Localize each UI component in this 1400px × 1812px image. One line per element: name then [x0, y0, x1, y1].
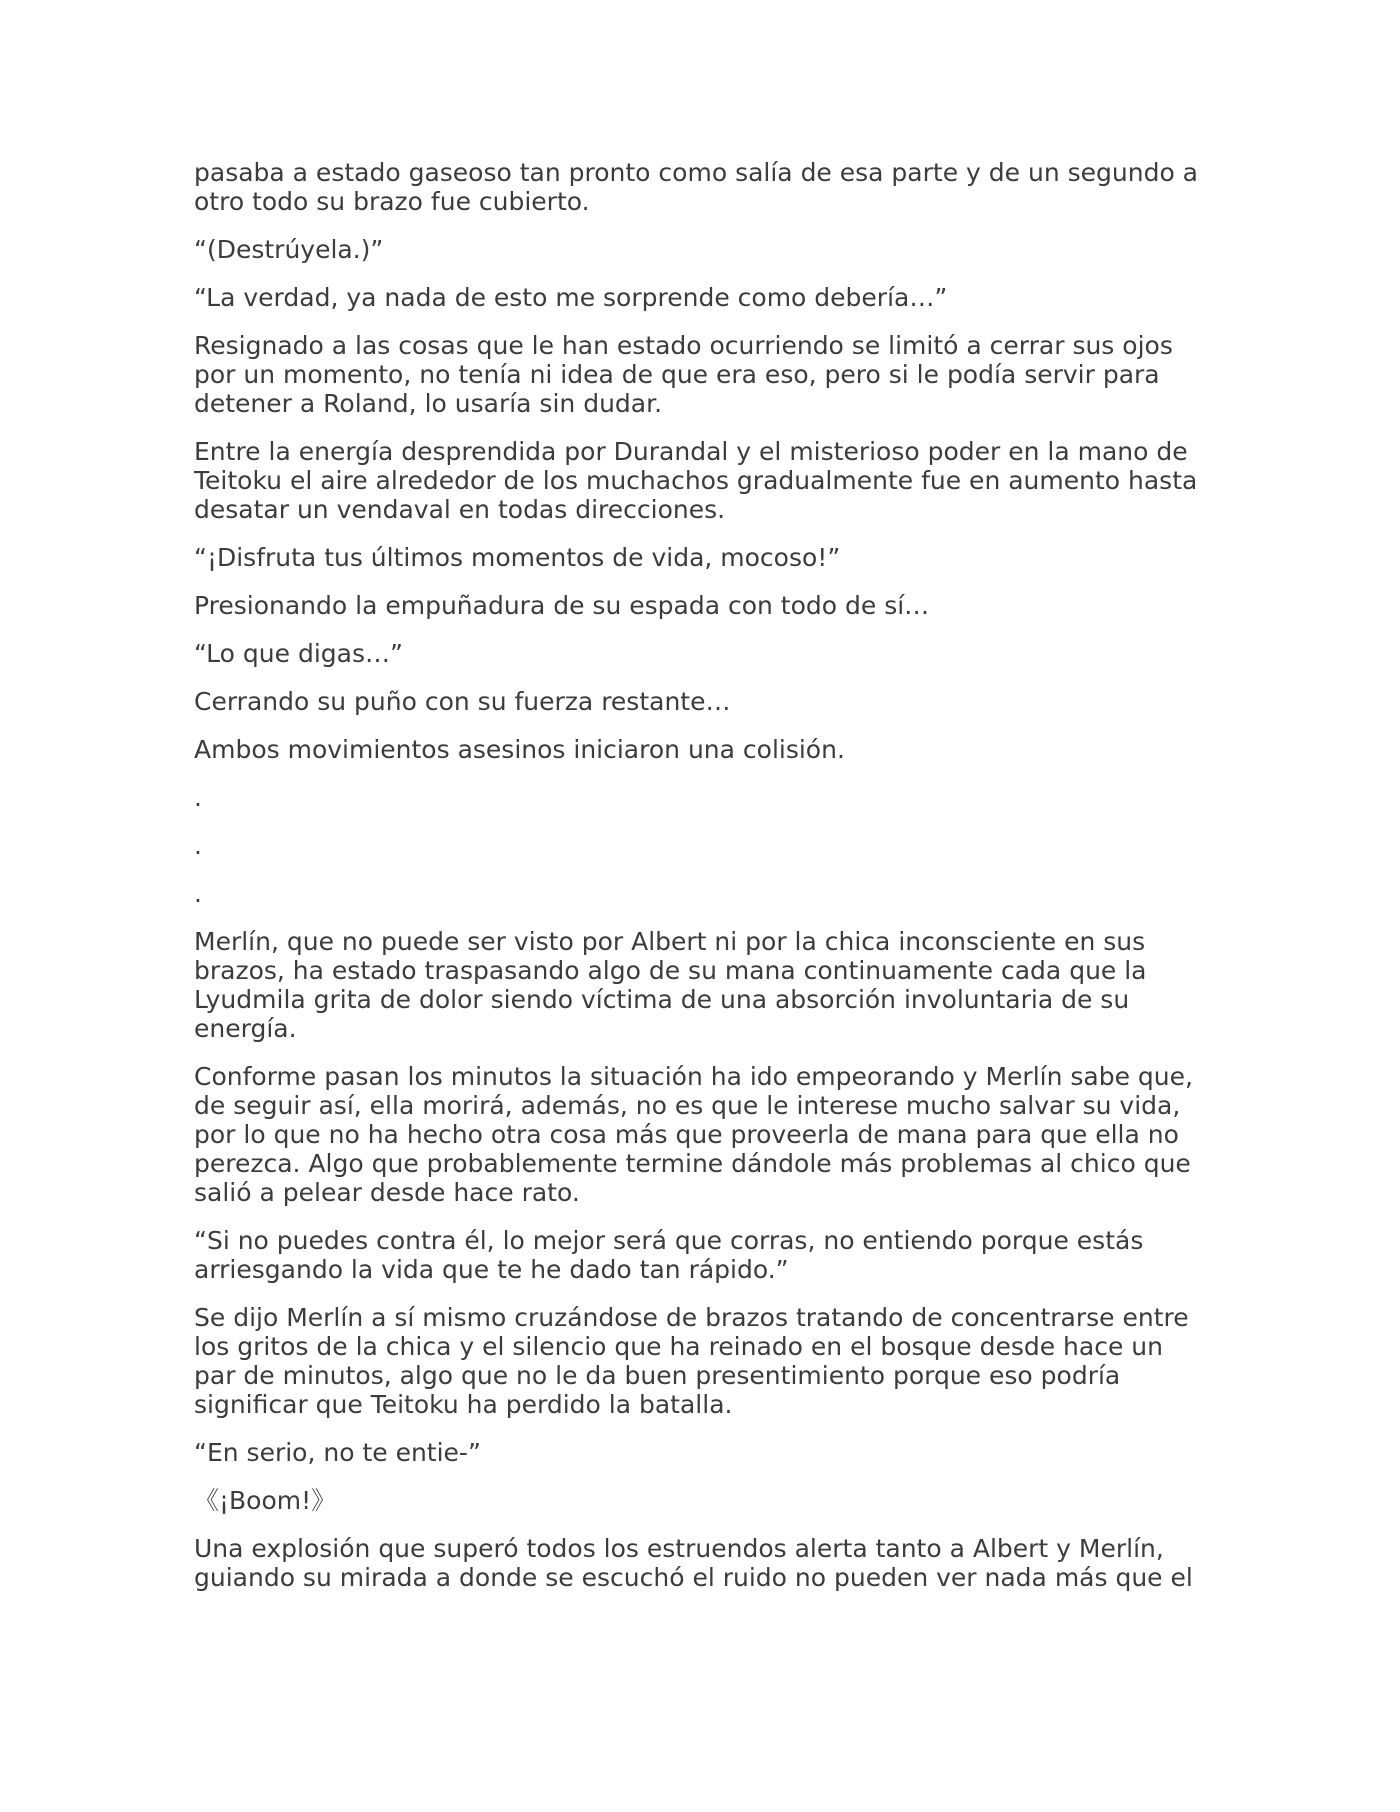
paragraph: Entre la energía desprendida por Durandal y el misterioso poder en la mano de Teitoku el aire alrededor de los muchachos gradualmente fue en aumento hasta desatar un vendaval en todas direcciones.: [194, 437, 1198, 524]
paragraph: Conforme pasan los minutos la situación ha ido empeorando y Merlín sabe que, de seguir así, ella morirá, además, no es que le interese mucho salvar su vida, por lo que no ha hecho otra cosa más que proveerla de mana para que ella no perezca. Algo que probablemente termine dándole más problemas al chico que salió a pelear desde hace rato.: [194, 1062, 1193, 1207]
paragraph: “Si no puedes contra él, lo mejor será que corras, no entiendo porque estás arriesgando la vida que te he dado tan rápido.”: [194, 1226, 1144, 1284]
paragraph: “(Destrúyela.)”: [194, 235, 384, 264]
scene-break-dot: .: [194, 879, 202, 908]
paragraph: Una explosión que superó todos los estruendos alerta tanto a Albert y Merlín, guiando su mirada a donde se escuchó el ruido no pueden ver nada más que el: [194, 1534, 1193, 1592]
paragraph: “¡Disfruta tus últimos momentos de vida, mocoso!”: [194, 543, 841, 572]
paragraph: Ambos movimientos asesinos iniciaron una colisión.: [194, 735, 845, 764]
paragraph: “La verdad, ya nada de esto me sorprende como debería…”: [194, 283, 948, 312]
paragraph: Presionando la empuñadura de su espada con todo de sí…: [194, 591, 930, 620]
paragraph: 《¡Boom!》: [194, 1486, 337, 1515]
scene-break-dot: .: [194, 831, 202, 860]
paragraph: Cerrando su puño con su fuerza restante…: [194, 687, 731, 716]
scene-break-dot: .: [194, 783, 202, 812]
paragraph: “Lo que digas…”: [194, 639, 403, 668]
document-page: [194, 158, 1206, 1611]
paragraph: Se dijo Merlín a sí mismo cruzándose de brazos tratando de concentrarse entre los gritos de la chica y el silencio que ha reinado en el bosque desde hace un par de minutos, algo que no le da buen presentimiento porque eso podría significar que Teitoku ha perdido la batalla.: [194, 1303, 1189, 1419]
paragraph: Merlín, que no puede ser visto por Albert ni por la chica inconsciente en sus brazos, ha estado traspasando algo de su mana continuamente cada que la Lyudmila grita de dolor siendo víctima de una absorción involuntaria de su energía.: [194, 927, 1147, 1043]
paragraph: pasaba a estado gaseoso tan pronto como salía de esa parte y de un segundo a otro todo su brazo fue cubierto.: [194, 158, 1199, 216]
paragraph: “En serio, no te entie-”: [194, 1438, 481, 1467]
paragraph: Resignado a las cosas que le han estado ocurriendo se limitó a cerrar sus ojos por un momento, no tenía ni idea de que era eso, pero si le podía servir para detener a Roland, lo usaría sin dudar.: [194, 331, 1173, 418]
